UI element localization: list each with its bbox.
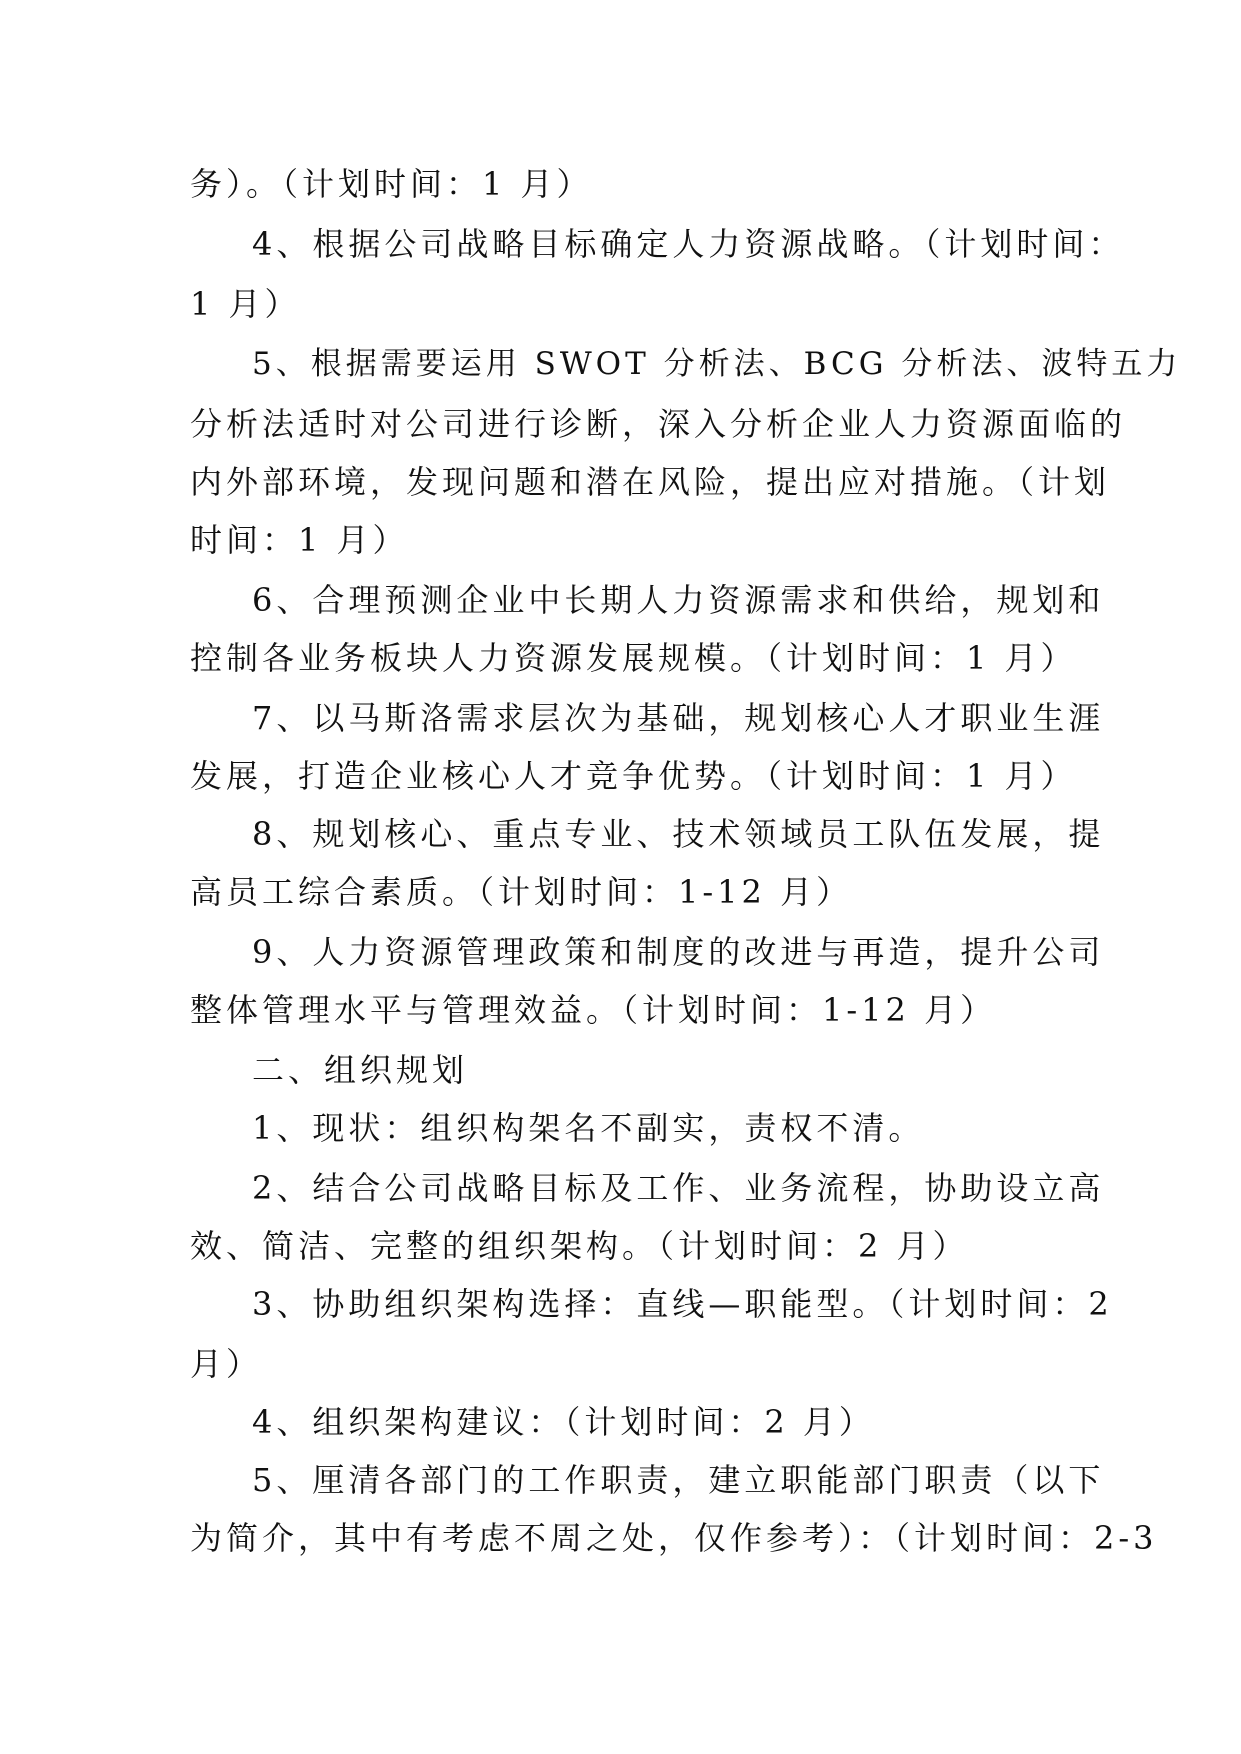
text-line: 高员工综合素质。（计划时间：1-12 月）	[190, 873, 853, 911]
text-line: 1 月）	[190, 285, 301, 323]
text-line: 月）	[190, 1345, 263, 1383]
text-line: 为简介，其中有考虑不周之处，仅作参考）：（计划时间：2-3	[190, 1519, 1158, 1557]
text-line: 分析法适时对公司进行诊断，深入分析企业人力资源面临的	[190, 405, 1127, 443]
section-heading: 二、组织规划	[252, 1051, 469, 1089]
text-line: 4、根据公司战略目标确定人力资源战略。（计划时间：	[252, 225, 1125, 263]
text-line: 6、合理预测企业中长期人力资源需求和供给，规划和	[252, 581, 1105, 619]
text-line: 整体管理水平与管理效益。（计划时间：1-12 月）	[190, 991, 997, 1029]
text-line: 3、协助组织架构选择：直线—职能型。（计划时间：2	[252, 1285, 1113, 1323]
text-line: 务）。（计划时间：1 月）	[190, 165, 593, 203]
text-line: 1、现状：组织构架名不副实，责权不清。	[252, 1109, 925, 1147]
text-line: 2、结合公司战略目标及工作、业务流程，协助设立高	[252, 1169, 1105, 1207]
text-line: 5、根据需要运用 SWOT 分析法、BCG 分析法、波特五力	[252, 346, 1182, 382]
text-line: 9、人力资源管理政策和制度的改进与再造，提升公司	[252, 933, 1105, 971]
text-line: 控制各业务板块人力资源发展规模。（计划时间：1 月）	[190, 639, 1077, 677]
text-line: 内外部环境，发现问题和潜在风险，提出应对措施。（计划	[190, 463, 1111, 501]
text-line: 4、组织架构建议：（计划时间：2 月）	[252, 1403, 875, 1441]
text-line: 7、以马斯洛需求层次为基础，规划核心人才职业生涯	[252, 699, 1105, 737]
text-line: 效、简洁、完整的组织架构。（计划时间：2 月）	[190, 1227, 969, 1265]
text-line: 发展，打造企业核心人才竞争优势。（计划时间：1 月）	[190, 757, 1077, 795]
text-line: 时间：1 月）	[190, 521, 409, 559]
text-line: 5、厘清各部门的工作职责，建立职能部门职责（以下	[252, 1461, 1105, 1499]
text-line: 8、规划核心、重点专业、技术领域员工队伍发展，提	[252, 815, 1105, 853]
